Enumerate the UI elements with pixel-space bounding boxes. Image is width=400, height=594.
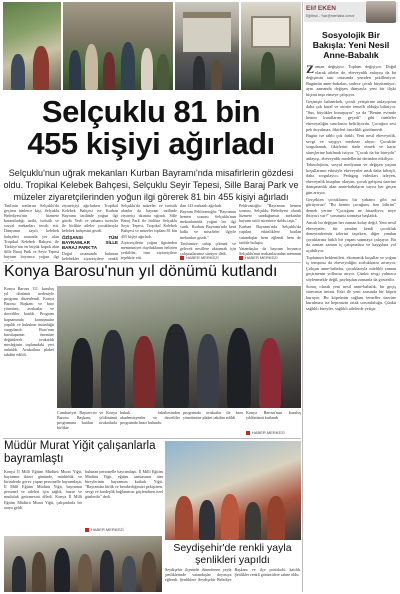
column-p8: Sonuç olarak yeni nesil anne-babalık, bir geçiş sürecinin ürünü. Eski ile yeni arasında bir köprü kuruyor. Bu köprünün sağlam temeller üzerine kurulması ise hepimizin ortak sorumluluğu. Çünkü sağlıklı bireyler, sağlıklı ailelerde yetişir. <box>306 283 396 311</box>
main-col4-p2: Bayram Pehlivanoğlu: "Bayramın hemen sonrası Selçuklu'nun mekanlarında yoğun bir ilgi vardı. Kurban Bayramı'nda kent halkı ve misafirler ilgiyle mekanları gezdi." <box>180 209 236 240</box>
column-p1-text: aman değişiyor. Toplum değişiyor. Doğal olarak aileler de, ebeveynlik anlayışı da bu değişimin tam ortasında yeniden şekilleniyor. Bugünün anne-babaları, sadece çocuk büyütmüyor; aynı zamanda değişen dünyayla yeni bir ilişki biçimi inşa etmeye çalışıyor. <box>306 64 396 97</box>
baro-caption-4-text: Konya Barosu'nun kuruluş yıldönümü kutlandı <box>246 410 301 421</box>
seydisehir-headline: Seydişehir'de renkli yayla şenlikleri yapıldı <box>173 542 292 566</box>
column-p7: Toplumun beklentileri, ekonomik koşullar ve yoğun iş temposu da ebeveynliğin zorluklarını artırıyor. Çalışan anne-babalar, çocuklarıyla nitelikli zaman geçirmenin yollarını arıyor. Çünkü sevgi yalnızca söylenmekle değil, paylaşılan zamanla da gösterilir. <box>306 254 396 282</box>
baro-caption-3 <box>183 410 243 436</box>
top-photo-building <box>175 2 239 90</box>
main-article-col4 <box>180 203 236 257</box>
baro-caption-1-text: Cumhuriyet Başsavcısı ve Konya Barosu Başkanı, yıldönümü programına katılan avukatlarla birlikte <box>57 410 117 431</box>
mudur-headline: Müdür Murat Yiğit çalışanlarla bayramlaştı <box>4 440 156 465</box>
column-p4: Teknolojinin, sosyal medyanın ve değişen yaşam koşullarının etkisiyle ebeveynler artık daha bilinçli, daha sorgulayıcı. Pedagog videoları izleyen, ebeveynlik kitapları okuyan, çocuk gelişimi üzerine danışmanlık alan anne-babaların sayısı her geçen gün artıyor. <box>306 162 396 196</box>
baro-photo-main <box>57 286 301 408</box>
baro-caption-1 <box>57 410 117 436</box>
column-dropcap: Z <box>306 64 315 76</box>
main-article-col3 <box>121 203 177 261</box>
main-headline-line2: 455 kişiyi ağırladı <box>27 126 275 161</box>
divider-vertical <box>302 2 303 592</box>
main-spot-text: Selçuklu'nun uğrak mekanları Kurban Bayramı'nda misafirlerin gözdesi oldu. Tropikal Kelebek Bahçesi, Selçuklu Seyir Tepesi, Sille Baraj Park ve müzeler ziyaretçilerinden yoğun ilgi görerek 81 bin 455 kişiyi ağırladı <box>3 168 299 202</box>
divider-baro <box>3 438 301 439</box>
top-photo-left <box>3 2 61 90</box>
baro-caption-2 <box>120 410 180 436</box>
top-photo-group <box>63 2 173 90</box>
seydisehir-body <box>165 567 301 593</box>
mudur-byline: HABER MERKEZİ <box>85 527 124 532</box>
author-photo <box>366 1 396 23</box>
main-col5-p1: Pehlivanoğlu: "Bayramın hemen sonrası, Selçuklu Belediyesi olarak hizmete sunduğumuz mekanlar bayram tatili süresince doldu taştı." <box>239 203 301 224</box>
main-article-col1 <box>4 203 59 261</box>
main-col1-subhead: ÖZİŞANSI TÜM BAYRAMLAR SİLLE BARAJ PARK'TA <box>62 234 118 250</box>
baro-caption-3-text: programda avukatlar ile baro yönetimine plaket takdim edildi <box>183 410 243 421</box>
column-p2: Geçmişte babaerkek, çocuk yetiştirme anlayışının daha çok kural ve otorite temelli olduğu biliniyor. "Sus, büyükler konuşuyor" ya da "Benim evimde benim kurallarım geçerli" gibi cümleler ebeveynliğin sınırlarını belirliyordu. Çocuğun sesi pek duyulmaz, fikirleri öncelikli görülmezdi. <box>306 98 396 132</box>
baro-caption-4 <box>246 410 301 430</box>
main-article-col2 <box>62 203 118 261</box>
main-col3-p2: Ziyaretçilerin yoğun ilgisinden memnuniyet duyduklarını belirten yetkililer, tüm ziyaretçilere teşekkür etti. <box>121 239 177 260</box>
main-article-col5 <box>239 203 301 257</box>
mudur-photo <box>4 536 162 592</box>
column-p5: Gerçekten çocuklarını bir yabancı gibi mi görüyoruz? "Bu benim çocuğum, ben bilirim" demek yerine "Çocuğum ne hissediyor, neye ihtiyacı var?" sorusunu sormaya başladık. <box>306 196 396 219</box>
baro-caption-2-text: hukuk fakültesinden akademisyenler ve davetliler programda hazır bulundu <box>120 410 180 426</box>
author-email: Eğitimci - Yazı@merhaba.com.tr <box>306 14 355 18</box>
column-body <box>306 64 396 592</box>
top-photo-right <box>241 2 301 90</box>
main-col2-p2: Doğal ortamında bulunan kelebekler ziyaretçilere renkli <box>62 250 118 261</box>
mudur-col1-text: Konya İl Milli Eğitim Müdürü Murat Yiğit, bayramın ikinci gününde, müdürlük ve birimlerde görev yapan personelle bayramlaştı. İl Milli Eğitim Müdürü Yiğit, bayramın personel ve aileleri için sağlık, huzur ve mutluluk getirmesini diledi. Konya İl Milli Eğitim Müdürü Murat Yiğit, çalışanlarla bir araya geldi. <box>4 469 82 510</box>
main-col5-p3: Vatandaşlar da bayram boyunca Selçuklu'nun mekanlarından memnun <box>239 245 301 256</box>
mudur-col2-text: bulunan personelle bayramlaştı. İl Milli Eğitim Müdürü Yiğit, eğitim camiasının tüm bireylerinin bayramını kutladı. Yiğit, "Bayramlar birlik ve beraberliğimizi pekiştiren, sevgi ve kardeşlik bağlarımızı güçlendiren özel günlerdir" dedi. <box>85 469 163 500</box>
baro-headline: Konya Barosu'nun yıl dönümü kutlandı <box>4 263 278 280</box>
baro-article-text <box>4 286 54 436</box>
column-p3: Bugün ise tablo çok farklı. Yeni nesil ebeveynlik, sevgi ve saygıyı merkeze alıyor. Çocuklar sorgulamak, fikirlerini ifade etmek ve karar süreçlerine katılmak istiyor. "Çocuk da bir bireydir" anlayışı, ebeveynlik modellerini derinden etkiliyor. <box>306 133 396 161</box>
main-col1-p1: Tatilinin sonlarını Selçuklu'da geçiren binlerce kişi, Selçuklu Belediyesi'nin hizmete kazandırdığı tarihi, turistik ve sosyal mekanları tercih etti. Dünyanın sayılı kelebek bahçeleri arasında yer alan Tropikal Kelebek Bahçesi ile Türkiye'nin en büyük kapalı alan Sille Baraj Park ve Seyir Tepesi bayram boyunca yoğun ilgi <box>4 203 59 259</box>
baro-body: Konya Barosu 111. kuruluş yıl dönümü nedeniyle program düzenlendi. Konya Barosu Başkanı ve baro yönetimi, avukatlar ve davetliler katıldı. Program kapsamında konuşmalar yapıldı ve hukukun üstünlüğü vurgulandı. Baro'nun kuruluşunun önemine değinilerek avukatlık mesleğinin toplumdaki yeri anlatıldı. Avukatlara plaket takdim edildi. <box>4 286 54 358</box>
main-col2-p1: ziyaretçiyi ağırlarken Tropikal Kelebek Bahçesi ise Kurban Bayramı tatilinde yoğun ilgi gördü. Yerli ve yabancı turistler ile birlikte aileler çocuklarıyla kelebek bahçesini gezdi. <box>62 203 118 234</box>
mudur-col2 <box>85 469 163 525</box>
baro-byline: HABER MERKEZİ <box>246 430 285 435</box>
mudur-col1 <box>4 469 82 525</box>
main-col4-byline: HABER MERKEZİ <box>180 255 219 260</box>
column-p1 <box>306 64 396 98</box>
main-col5-p2: Kurban Bayramı'nda Selçuklu'da yapılan etkinliklere katılan vatandaşlar hem eğlendi hem de tarihle buluştu. <box>239 224 301 245</box>
column-title: Sosyolojik Bir Bakışla: Yeni Nesil Anne-Babalık <box>312 30 390 60</box>
seydisehir-body-text: Seydişehir ilçesinde düzenlenen yayla şenliklerinde vatandaşlar doyasıya eğlendi. Şenliklere Seydişehir Belediye Başkanı ve ilçe protokolü katıldı. Şenlikler renkli görüntülere sahne oldu. <box>165 567 301 583</box>
column-p6: Ancak bu değişim her zaman kolay değil. Yeni nesil ebeveynler, bir yandan kendi çocukluk deneyimlerinin izlerini taşırken, diğer yandan çocuklarına farklı bir yaşam sunmaya çalışıyor. Bu da zaman zaman iç çatışmalara ve kaygılara yol açabiliyor. <box>306 220 396 253</box>
author-name: Elif EKEN <box>306 5 336 12</box>
main-col4-p1: ilan 143 mekanlı ağırladı. <box>180 203 223 208</box>
main-headline-line1: Selçuklu 81 bin <box>41 94 261 129</box>
main-col5-byline: HABER MERKEZİ <box>239 255 278 260</box>
main-col4-p3: Tarihimize sahip çıkmak ve gelecek nesillere aktarmak için çalışmalarımız sürüyor dedi. <box>180 240 236 256</box>
seydisehir-photo <box>165 441 301 540</box>
main-col3-p1: Selçuklu'da müzeler ve turistik alanlar da bayram tatilinde ziyaretçi akınına uğradı. Sille Baraj Park ile birlikte Selçuklu Seyir Tepesi, Tropikal Kelebek Bahçesi ve müzeler toplam 81 bin 455 kişiyi ağırladı. <box>121 203 177 239</box>
